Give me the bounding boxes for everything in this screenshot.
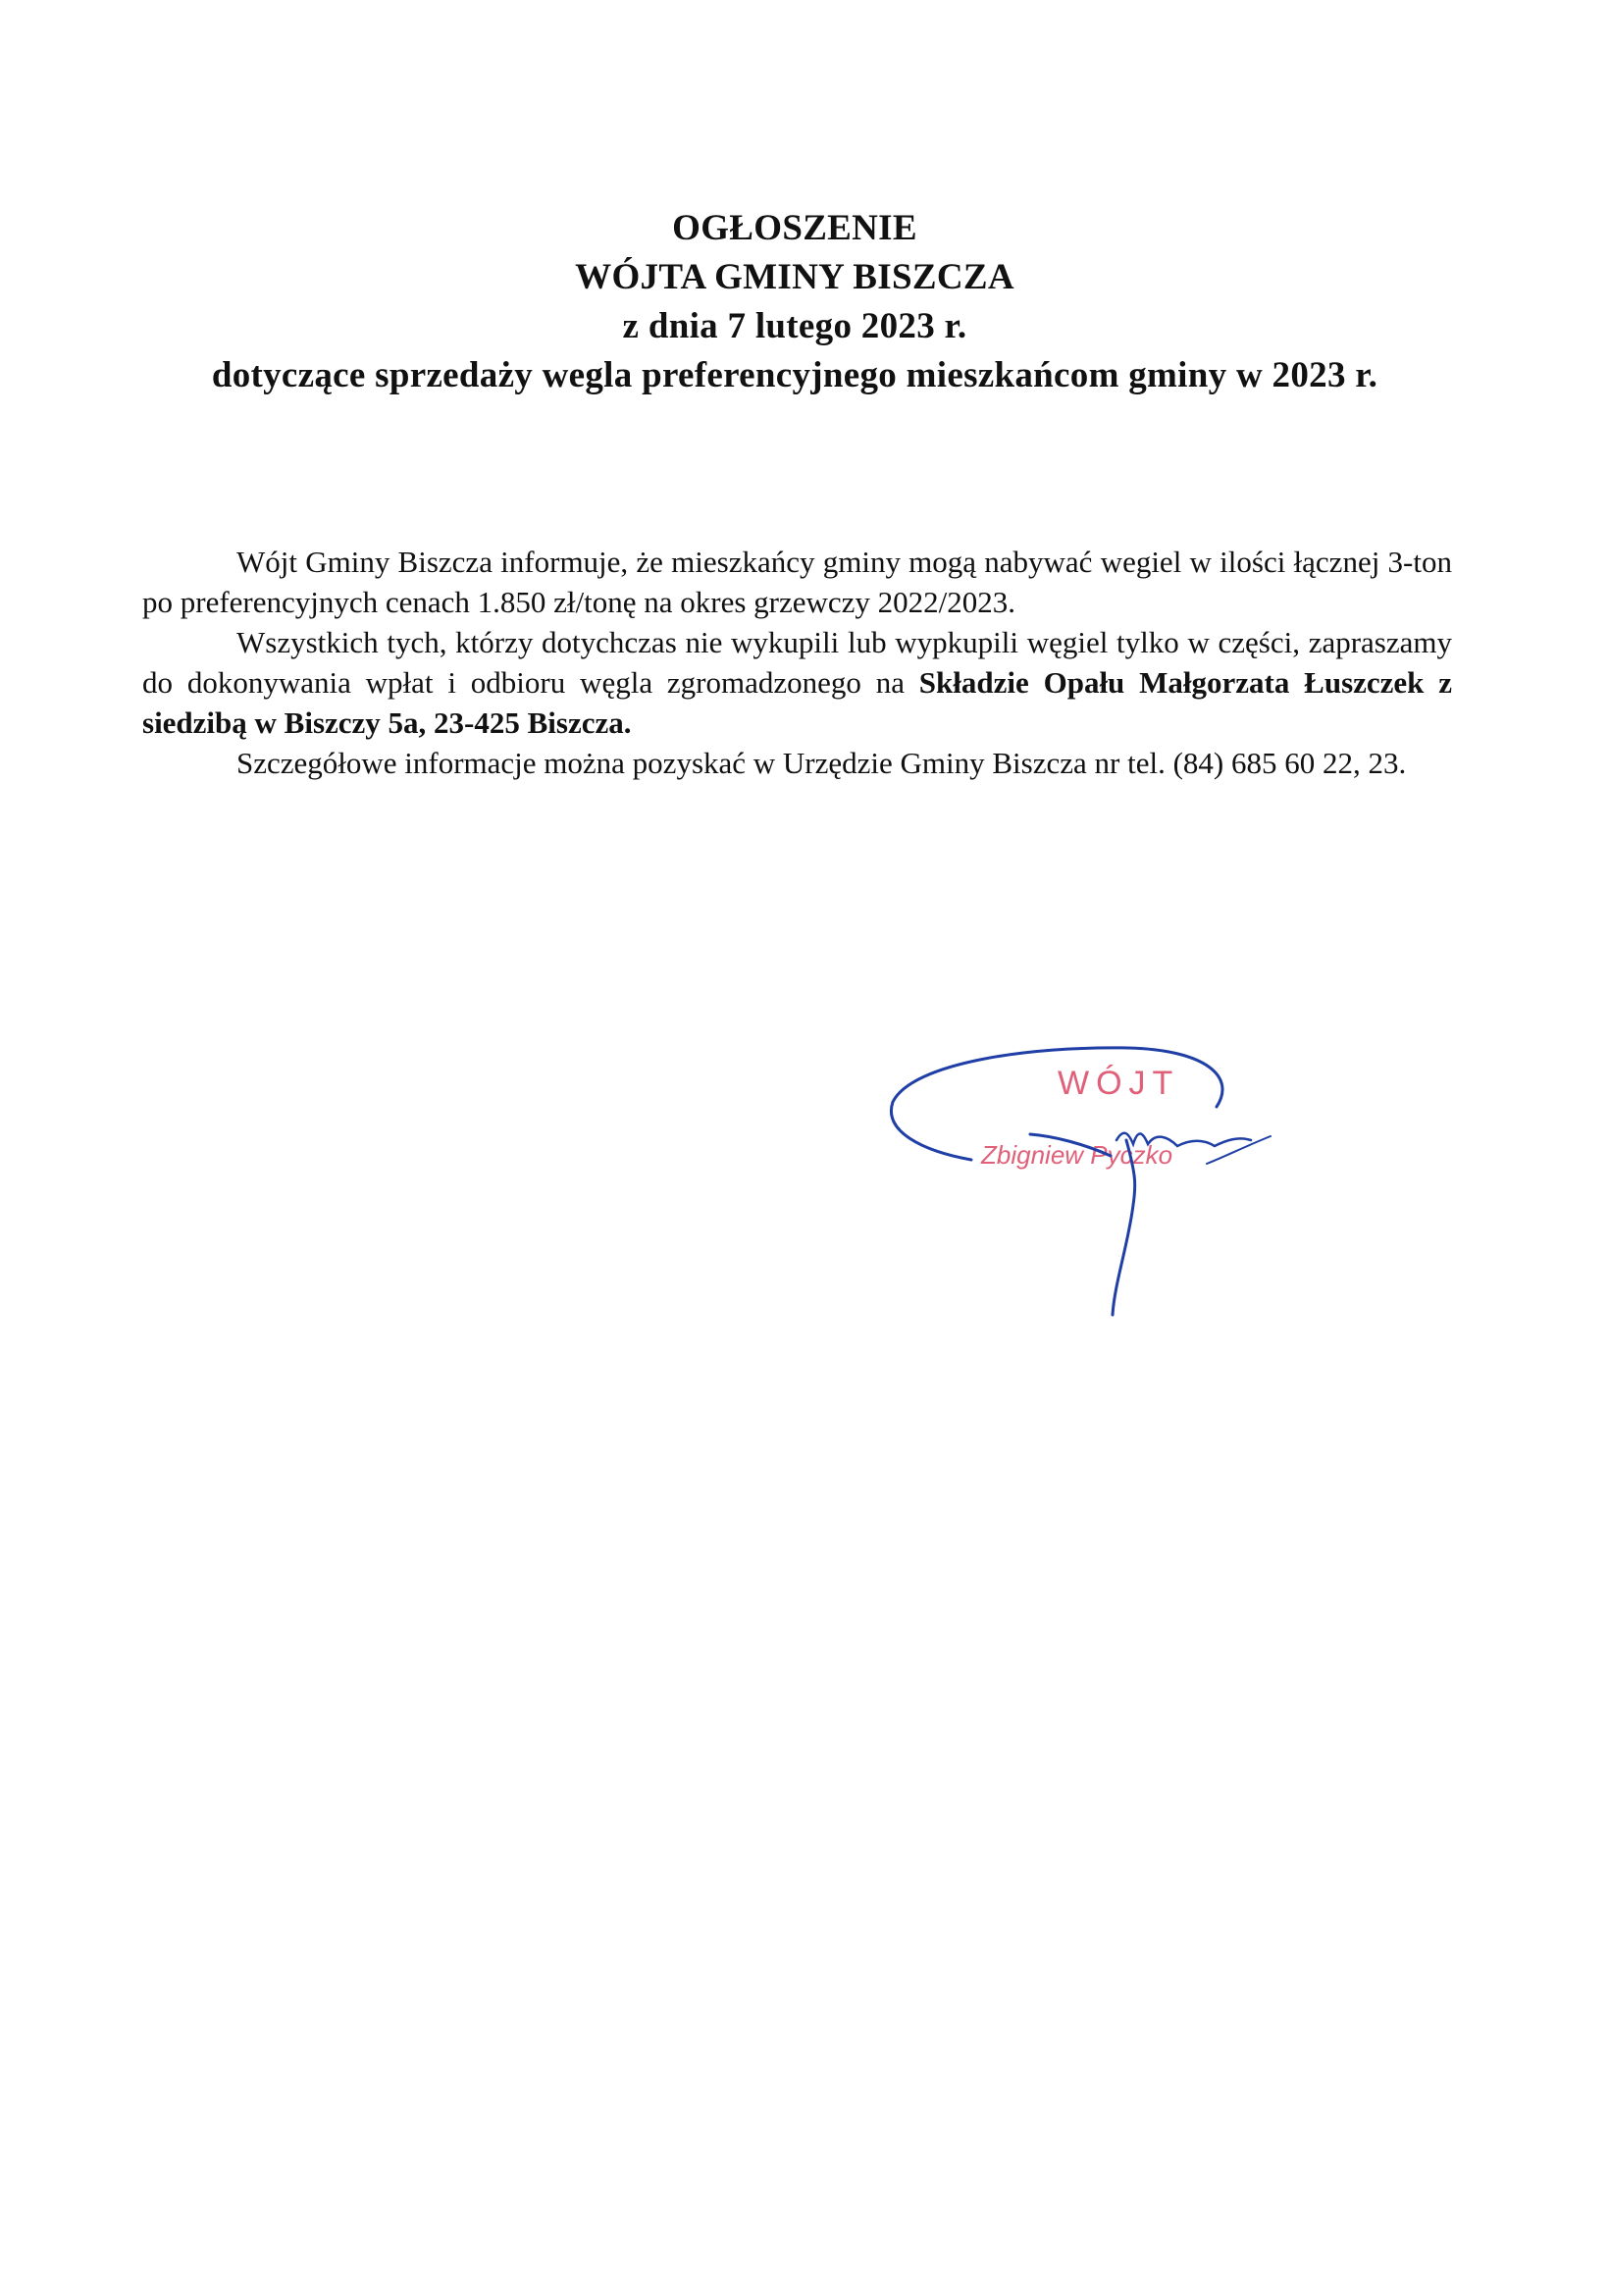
- paragraph-invitation: [142, 622, 1452, 743]
- paragraph-contact-info: Szczegółowe informacje można pozyskać w Urzędzie Gminy Biszcza nr tel. (84) 685 60 22, 23.: [236, 746, 1407, 780]
- signature-tail-stroke: [1207, 1136, 1271, 1164]
- announcement-body: [142, 542, 1452, 783]
- announcement-heading: [137, 204, 1452, 400]
- paragraph-invitation-text: Wszystkich tych, którzy dotychczas nie wykupili lub wypkupili węgiel tylko w części, zapraszamy do dokonywania wpłat i odbioru węgla zgromadzonego na: [142, 625, 1452, 700]
- heading-issuer: WÓJTA GMINY BISZCZA: [575, 257, 1014, 297]
- heading-date: z dnia 7 lutego 2023 r.: [622, 306, 967, 346]
- paragraph-coal-sale-info: Wójt Gminy Biszcza informuje, że mieszkańcy gminy mogą nabywać wegiel w ilości łącznej 3-ton po preferencyjnych cenach 1.850 zł/tonę na okres grzewczy 2022/2023.: [142, 545, 1452, 619]
- heading-title: OGŁOSZENIE: [672, 208, 917, 248]
- stamp-title: WÓJT: [1058, 1065, 1180, 1102]
- heading-subject: dotyczące sprzedaży wegla preferencyjnego mieszkańcom gminy w 2023 r.: [211, 355, 1378, 395]
- fuel-depot-address: Składzie Opału Małgorzata Łuszczek z siedzibą w Biszczy 5a, 23-425 Biszcza.: [142, 665, 1452, 740]
- signature-stamp: [883, 1038, 1295, 1323]
- stamp-name: Zbigniew Pyczko: [981, 1140, 1173, 1170]
